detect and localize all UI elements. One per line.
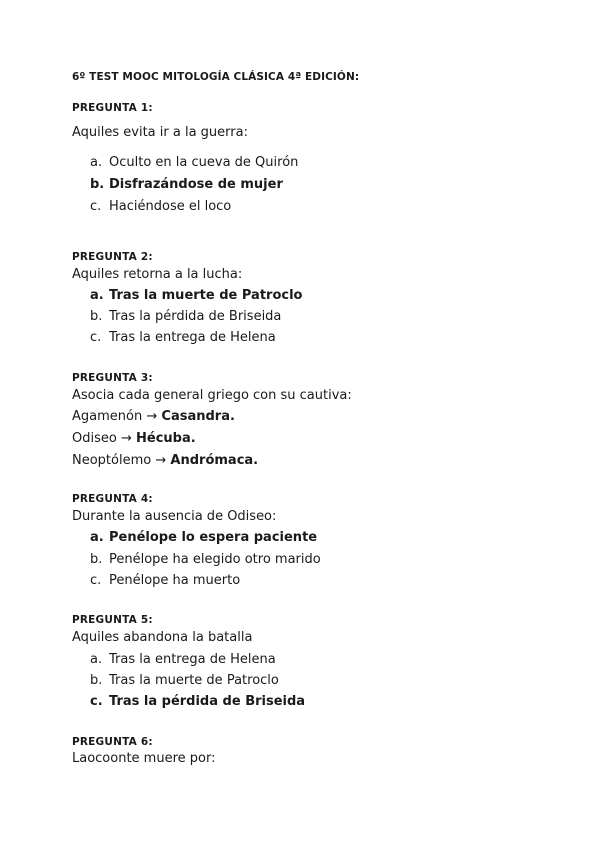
- question-3-text: Asocia cada general griego con su cautiva:: [72, 388, 352, 403]
- option-text: Haciéndose el loco: [109, 199, 232, 214]
- option-letter: a.: [90, 652, 103, 667]
- question-4-option-b: [90, 552, 321, 567]
- pair-answer: Hécuba.: [136, 431, 196, 446]
- option-letter: c.: [90, 199, 102, 214]
- option-text: Tras la muerte de Patroclo: [109, 288, 303, 303]
- document-title: 6º TEST MOOC MITOLOGÍA CLÁSICA 4ª EDICIÓN:: [72, 71, 360, 83]
- option-letter: c.: [90, 330, 102, 345]
- pair-answer: Andrómaca.: [170, 453, 259, 468]
- question-6-header: PREGUNTA 6:: [72, 736, 153, 748]
- option-letter: a.: [90, 530, 104, 545]
- question-1-text: Aquiles evita ir a la guerra:: [72, 125, 248, 140]
- question-5-option-c: [90, 694, 305, 709]
- question-1-option-c: [90, 199, 231, 214]
- option-text: Oculto en la cueva de Quirón: [109, 155, 299, 170]
- question-2-header: PREGUNTA 2:: [72, 251, 153, 263]
- question-3-pair-1: [72, 409, 235, 424]
- question-3-pair-2: [72, 431, 196, 446]
- option-text: Tras la muerte de Patroclo: [109, 673, 279, 688]
- option-letter: c.: [90, 694, 103, 709]
- option-letter: a.: [90, 288, 104, 303]
- question-4-option-c: [90, 573, 240, 588]
- arrow-icon: →: [146, 409, 158, 424]
- question-5-option-a: [90, 652, 276, 667]
- question-4-option-a: [90, 530, 317, 545]
- question-4-text: Durante la ausencia de Odiseo:: [72, 509, 277, 524]
- pair-left: Neoptólemo: [72, 453, 152, 468]
- option-text: Tras la pérdida de Briseida: [109, 694, 306, 709]
- pair-left: Odiseo: [72, 431, 117, 446]
- option-letter: a.: [90, 155, 103, 170]
- pair-answer: Casandra.: [161, 409, 235, 424]
- question-5-header: PREGUNTA 5:: [72, 614, 153, 626]
- option-text: Penélope ha elegido otro marido: [109, 552, 321, 567]
- question-6-text: Laocoonte muere por:: [72, 751, 216, 766]
- option-letter: b.: [90, 552, 103, 567]
- option-text: Disfrazándose de mujer: [109, 177, 283, 192]
- question-1-header: PREGUNTA 1:: [72, 102, 153, 114]
- question-3-header: PREGUNTA 3:: [72, 372, 153, 384]
- option-text: Tras la pérdida de Briseida: [109, 309, 282, 324]
- option-letter: b.: [90, 673, 103, 688]
- arrow-icon: →: [155, 453, 167, 468]
- question-5-text: Aquiles abandona la batalla: [72, 630, 253, 645]
- question-3-pair-3: [72, 453, 258, 468]
- question-1-option-b: [90, 177, 283, 192]
- question-5-option-b: [90, 673, 279, 688]
- option-letter: c.: [90, 573, 102, 588]
- option-text: Tras la entrega de Helena: [109, 652, 276, 667]
- option-text: Penélope ha muerto: [109, 573, 241, 588]
- question-1-option-a: [90, 155, 298, 170]
- pair-left: Agamenón: [72, 409, 143, 424]
- option-text: Penélope lo espera paciente: [109, 530, 318, 545]
- question-2-option-a: [90, 288, 302, 303]
- option-text: Tras la entrega de Helena: [109, 330, 276, 345]
- question-2-text: Aquiles retorna a la lucha:: [72, 267, 243, 282]
- option-letter: b.: [90, 309, 103, 324]
- question-2-option-c: [90, 330, 276, 345]
- question-4-header: PREGUNTA 4:: [72, 493, 153, 505]
- option-letter: b.: [90, 177, 105, 192]
- question-2-option-b: [90, 309, 281, 324]
- arrow-icon: →: [120, 431, 132, 446]
